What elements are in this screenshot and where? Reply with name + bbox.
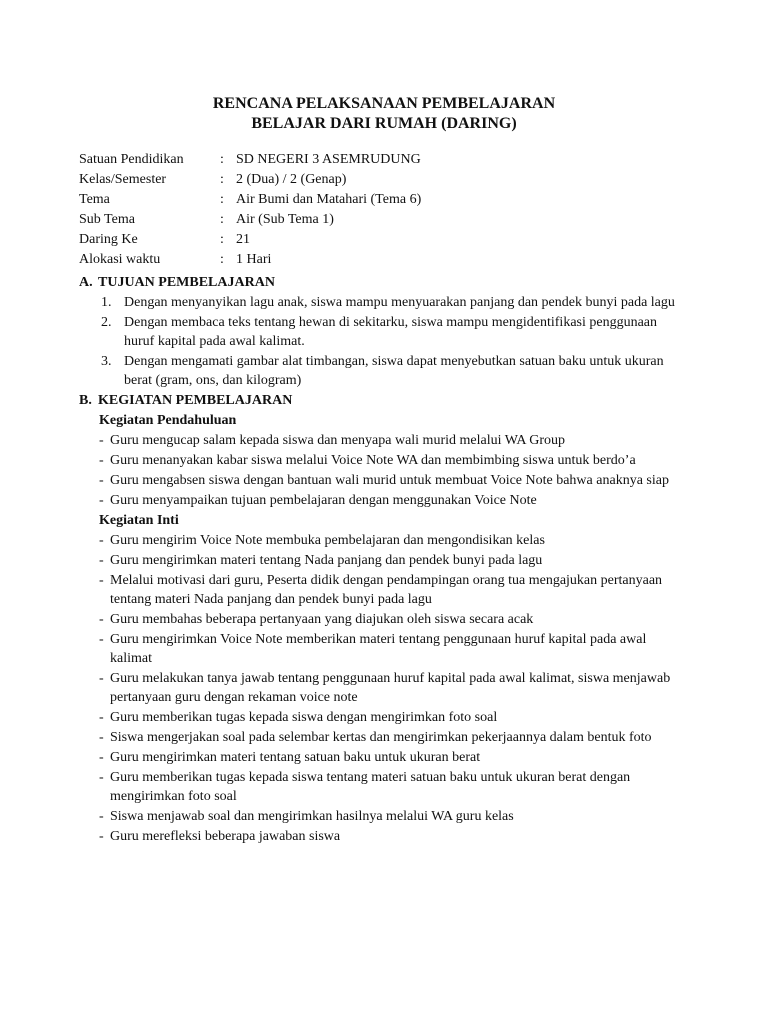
list-item: [79, 491, 676, 510]
pendahuluan-list: [79, 431, 679, 510]
subheading-pendahuluan: Kegiatan Pendahuluan: [99, 413, 237, 428]
bullet-dash: -: [99, 632, 104, 647]
objective-number: 1.: [101, 295, 112, 310]
list-item: [79, 708, 676, 727]
bullet-dash: -: [99, 453, 104, 468]
bullet-dash: -: [99, 493, 104, 508]
identity-row-satuan: [79, 150, 421, 170]
bullet-dash: -: [99, 671, 104, 686]
list-item: [79, 551, 676, 570]
objective-text: Dengan membaca teks tentang hewan di sekitarku, siswa mampu mengidentifikasi penggunaan huruf kapital pada awal kalimat.: [124, 315, 658, 349]
identity-row-alokasi: [79, 250, 421, 270]
list-item-text: Guru menanyakan kabar siswa melalui Voice Note WA dan membimbing siswa untuk berdo’a: [110, 453, 636, 468]
list-item: [79, 748, 676, 767]
list-item: [79, 827, 676, 846]
identity-key: Tema: [79, 192, 110, 207]
identity-row-tema: [79, 190, 421, 210]
identity-row-kelas: [79, 170, 421, 190]
identity-value: 2 (Dua) / 2 (Genap): [236, 172, 347, 187]
bullet-dash: -: [99, 829, 104, 844]
bullet-dash: -: [99, 433, 104, 448]
list-item-text: Guru merefleksi beberapa jawaban siswa: [110, 829, 341, 844]
identity-key: Satuan Pendidikan: [79, 152, 184, 167]
bullet-dash: -: [99, 730, 104, 745]
objectives-list: [79, 293, 679, 390]
list-item-text: Guru mengirimkan materi tentang satuan baku untuk ukuran berat: [110, 750, 481, 765]
list-item: [79, 768, 676, 806]
identity-colon: :: [220, 252, 224, 267]
list-item-text: Guru membahas beberapa pertanyaan yang diajukan oleh siswa secara acak: [110, 612, 534, 627]
objective-item: [79, 313, 684, 351]
list-item: [79, 471, 676, 490]
identity-colon: :: [220, 152, 224, 167]
list-item-text: Guru mengabsen siswa dengan bantuan wali murid untuk membuat Voice Note bahwa anaknya siap: [110, 473, 669, 488]
identity-key: Alokasi waktu: [79, 252, 161, 267]
section-b-heading: [79, 391, 679, 411]
list-item-text: Guru mengirimkan materi tentang Nada panjang dan pendek bunyi pada lagu: [110, 553, 543, 568]
title-line-2: BELAJAR DARI RUMAH (DARING): [251, 115, 517, 132]
identity-colon: :: [220, 192, 224, 207]
bullet-dash: -: [99, 770, 104, 785]
list-item: [79, 531, 676, 550]
inti-list: [79, 531, 679, 846]
section-title: KEGIATAN PEMBELAJARAN: [98, 393, 293, 408]
identity-key: Sub Tema: [79, 212, 135, 227]
objective-item: [79, 293, 684, 312]
bullet-dash: -: [99, 710, 104, 725]
bullet-dash: -: [99, 553, 104, 568]
bullet-dash: -: [99, 750, 104, 765]
document-title: [0, 94, 768, 134]
list-item: [79, 807, 676, 826]
title-line-1: RENCANA PELAKSANAAN PEMBELAJARAN: [212, 95, 556, 112]
bullet-dash: -: [99, 809, 104, 824]
list-item-text: Guru mengucap salam kepada siswa dan menyapa wali murid melalui WA Group: [110, 433, 566, 448]
bullet-dash: -: [99, 573, 104, 588]
list-item: [79, 571, 676, 609]
list-item-text: Guru menyampaikan tujuan pembelajaran dengan menggunakan Voice Note: [110, 493, 537, 508]
list-item-text: Guru melakukan tanya jawab tentang penggunaan huruf kapital pada awal kalimat, siswa menjawab pertanyaan guru dengan rekaman voice note: [110, 671, 671, 705]
identity-row-daring: [79, 230, 421, 250]
bullet-dash: -: [99, 473, 104, 488]
list-item: [79, 451, 676, 470]
objective-text: Dengan menyanyikan lagu anak, siswa mampu menyuarakan panjang dan pendek bunyi pada lagu: [124, 295, 675, 310]
identity-colon: :: [220, 232, 224, 247]
identity-table: [79, 150, 421, 270]
section-a-heading: [79, 273, 679, 293]
objective-item: [79, 352, 684, 390]
list-item-text: Guru memberikan tugas kepada siswa tentang materi satuan baku untuk ukuran berat dengan mengirimkan foto soal: [110, 770, 631, 804]
list-item-text: Siswa menjawab soal dan mengirimkan hasilnya melalui WA guru kelas: [110, 809, 514, 824]
list-item: [79, 728, 676, 747]
identity-value: Air Bumi dan Matahari (Tema 6): [236, 192, 422, 207]
list-item: [79, 431, 676, 450]
list-item: [79, 669, 676, 707]
list-item: [79, 630, 676, 668]
bullet-dash: -: [99, 612, 104, 627]
section-letter: B.: [79, 393, 92, 408]
bullet-dash: -: [99, 533, 104, 548]
identity-key: Kelas/Semester: [79, 172, 167, 187]
objective-number: 2.: [101, 315, 112, 330]
identity-row-subtema: [79, 210, 421, 230]
identity-value: 1 Hari: [236, 252, 272, 267]
identity-value: 21: [236, 232, 250, 247]
section-title: TUJUAN PEMBELAJARAN: [98, 275, 275, 290]
list-item-text: Siswa mengerjakan soal pada selembar kertas dan mengirimkan pekerjaannya dalam bentuk foto: [110, 730, 652, 745]
list-item: [79, 610, 676, 629]
identity-key: Daring Ke: [79, 232, 138, 247]
section-letter: A.: [79, 275, 93, 290]
identity-colon: :: [220, 172, 224, 187]
objective-text: Dengan mengamati gambar alat timbangan, siswa dapat menyebutkan satuan baku untuk ukuran berat (gram, ons, dan kilogram): [124, 354, 664, 388]
list-item-text: Guru memberikan tugas kepada siswa dengan mengirimkan foto soal: [110, 710, 498, 725]
identity-value: Air (Sub Tema 1): [236, 212, 334, 227]
identity-colon: :: [220, 212, 224, 227]
list-item-text: Melalui motivasi dari guru, Peserta didik dengan pendampingan orang tua mengajukan pertanyaan tentang materi Nada panjang dan pendek bunyi pada lagu: [110, 573, 663, 607]
list-item-text: Guru mengirim Voice Note membuka pembelajaran dan mengondisikan kelas: [110, 533, 545, 548]
document-body: [79, 273, 679, 847]
list-item-text: Guru mengirimkan Voice Note memberikan materi tentang penggunaan huruf kapital pada awal kalimat: [110, 632, 647, 666]
identity-value: SD NEGERI 3 ASEMRUDUNG: [236, 152, 421, 167]
subheading-inti: Kegiatan Inti: [99, 513, 179, 528]
objective-number: 3.: [101, 354, 112, 369]
